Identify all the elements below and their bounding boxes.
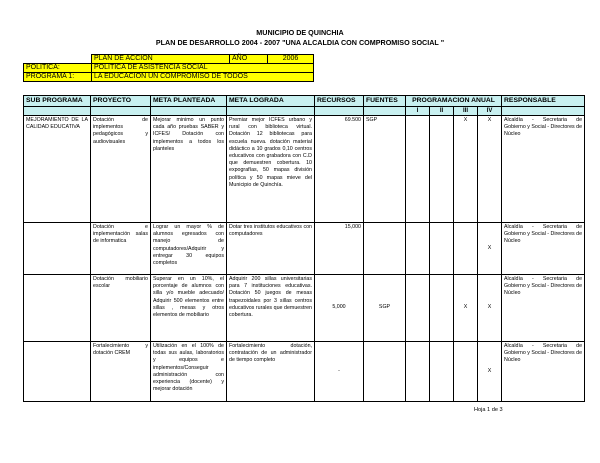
quarter-2-cell xyxy=(430,116,454,223)
fuentes-cell xyxy=(364,342,406,402)
politica-label: POLITICA: xyxy=(24,64,92,73)
empty-subheader xyxy=(24,107,91,116)
programa-row xyxy=(24,73,314,82)
quarter-2-header: II xyxy=(430,107,454,116)
quarter-1-cell xyxy=(406,342,430,402)
recursos-cell: 69.500 xyxy=(315,116,364,223)
table-row xyxy=(24,275,585,342)
plan-header-row xyxy=(24,55,314,64)
col-sub-programa: SUB PROGRAMA xyxy=(24,96,91,107)
page-title: MUNICIPIO DE QUINCHIA xyxy=(256,28,344,37)
politica-value: POLITICA DE ASISTENCIA SOCIAL xyxy=(92,64,314,73)
quarter-2-cell xyxy=(430,223,454,275)
meta-planteada-cell: Superar en un 10%, el porcentaje de alumnos con silla y/o mueble adecuado/ Adquirir 500 elementos entre sillas , mesas y otros elementos de mobiliario xyxy=(151,275,227,342)
meta-lograda-cell: Dotar tres institutos educativos con computadores xyxy=(227,223,315,275)
quarter-3-cell xyxy=(454,223,478,275)
quarter-3-cell: X xyxy=(454,275,478,342)
plan-header-table xyxy=(23,54,314,82)
empty-subheader xyxy=(227,107,315,116)
programa-value: LA EDUCACION UN COMPROMISO DE TODOS xyxy=(92,73,314,82)
quarter-4-cell: X xyxy=(478,342,502,402)
sub-programa-cell xyxy=(24,223,91,275)
plan-label: PLAN DE ACCION xyxy=(92,55,230,64)
col-proyecto: PROYECTO xyxy=(91,96,151,107)
quarter-4-cell: X xyxy=(478,116,502,223)
quarter-2-cell xyxy=(430,342,454,402)
proyecto-cell: Fortalecimiento y dotación CREM xyxy=(91,342,151,402)
proyecto-cell: Dotación e implementación salas de informatica xyxy=(91,223,151,275)
quarter-4-cell: X xyxy=(478,275,502,342)
recursos-cell: - xyxy=(315,342,364,402)
year-label: AÑO xyxy=(230,55,268,64)
col-meta-planteada: META PLANTEADA xyxy=(151,96,227,107)
meta-planteada-cell: Utilización en el 100% de todas sus aulas, laboratorios y equipos e implementos/Conseguir administración con experiencia (docente) y mejorar dotación xyxy=(151,342,227,402)
col-responsable: RESPONSABLE xyxy=(502,96,585,107)
fuentes-cell: SGP xyxy=(364,116,406,223)
table-row xyxy=(24,342,585,402)
page-subtitle: PLAN DE DESARROLLO 2004 - 2007 "UNA ALCALDIA CON COMPROMISO SOCIAL " xyxy=(155,38,445,47)
quarter-1-cell xyxy=(406,116,430,223)
proyecto-cell: Dotación de implementos pedagógicos y audiovisuales xyxy=(91,116,151,223)
politica-row xyxy=(24,64,314,73)
quarter-2-cell xyxy=(430,275,454,342)
col-programacion-anual: PROGRAMACION ANUAL xyxy=(406,96,502,107)
proyecto-cell: Dotación mobiliario escolar xyxy=(91,275,151,342)
quarter-1-cell xyxy=(406,223,430,275)
quarter-1-cell xyxy=(406,275,430,342)
empty-subheader xyxy=(364,107,406,116)
col-fuentes: FUENTES xyxy=(364,96,406,107)
table-row xyxy=(24,116,585,223)
col-meta-lograda: META LOGRADA xyxy=(227,96,315,107)
quarter-3-cell xyxy=(454,342,478,402)
meta-planteada-cell: Lograr un mayor % de alumnos egresados con manejo de computadores/Adquirir y entregar 30 equipos completos xyxy=(151,223,227,275)
quarter-3-cell: X xyxy=(454,116,478,223)
table-row xyxy=(24,223,585,275)
recursos-cell: 15,000 xyxy=(315,223,364,275)
programa-label: PROGRAMA 1: xyxy=(24,73,92,82)
empty-subheader xyxy=(151,107,227,116)
page-footer: Hoja 1 de 3 xyxy=(474,407,503,413)
column-header-row xyxy=(24,96,585,107)
blank-cell xyxy=(24,55,92,64)
fuentes-cell: SGP xyxy=(364,275,406,342)
responsable-cell: Alcaldía - Secretaria de Gobierno y Social - Directores de Núcleo xyxy=(502,342,585,402)
recursos-cell: 5,000 xyxy=(315,275,364,342)
meta-lograda-cell: Premiar mejor ICFES urbano y rural con biblioteca virtual. Dotación 12 bibliotecas para escuela nueva. dotación material didáctico a 10 grados 0,10 centros educativos con grabadora con C.D que demuestren cobertura. 10 expografías, 50 mapas división política y 50 mapas mieve del Municipio de Quinchía. xyxy=(227,116,315,223)
meta-planteada-cell: Mejorar minimo un punto cada año pruebas SABER y ICFES/ Dotación con implementos a todos los planteles xyxy=(151,116,227,223)
fuentes-cell xyxy=(364,223,406,275)
sub-programa-cell xyxy=(24,275,91,342)
col-recursos: RECURSOS xyxy=(315,96,364,107)
quarter-4-header: IV xyxy=(478,107,502,116)
action-plan-table xyxy=(23,95,585,402)
meta-lograda-cell: Fortalecimiento dotación, contratación de un administrador de tiempo completo xyxy=(227,342,315,402)
quarter-3-header: III xyxy=(454,107,478,116)
year-value: 2006 xyxy=(268,55,314,64)
empty-subheader xyxy=(502,107,585,116)
empty-subheader xyxy=(91,107,151,116)
responsable-cell: Alcaldía - Secretaria de Gobierno y Social - Directores de Núcleo xyxy=(502,116,585,223)
sub-programa-cell: MEJORAMIENTO DE LA CALIDAD EDUCATIVA xyxy=(24,116,91,223)
sub-programa-cell xyxy=(24,342,91,402)
meta-lograda-cell: Adquirir 200 sillas universitarias para 7 instituciones educativas. Dotación 50 juegos de mesas trapezoidales por 3 sillas centros educativos rurales que demuestren cobertura. xyxy=(227,275,315,342)
quarter-header-row xyxy=(24,107,585,116)
quarter-1-header: I xyxy=(406,107,430,116)
quarter-4-cell: X xyxy=(478,223,502,275)
responsable-cell: Alcaldía - Secretaria de Gobierno y Social - Directores de Núcleo xyxy=(502,223,585,275)
empty-subheader xyxy=(315,107,364,116)
responsable-cell: Alcaldía - Secretaria de Gobierno y Social - Directores de Núcleo xyxy=(502,275,585,342)
